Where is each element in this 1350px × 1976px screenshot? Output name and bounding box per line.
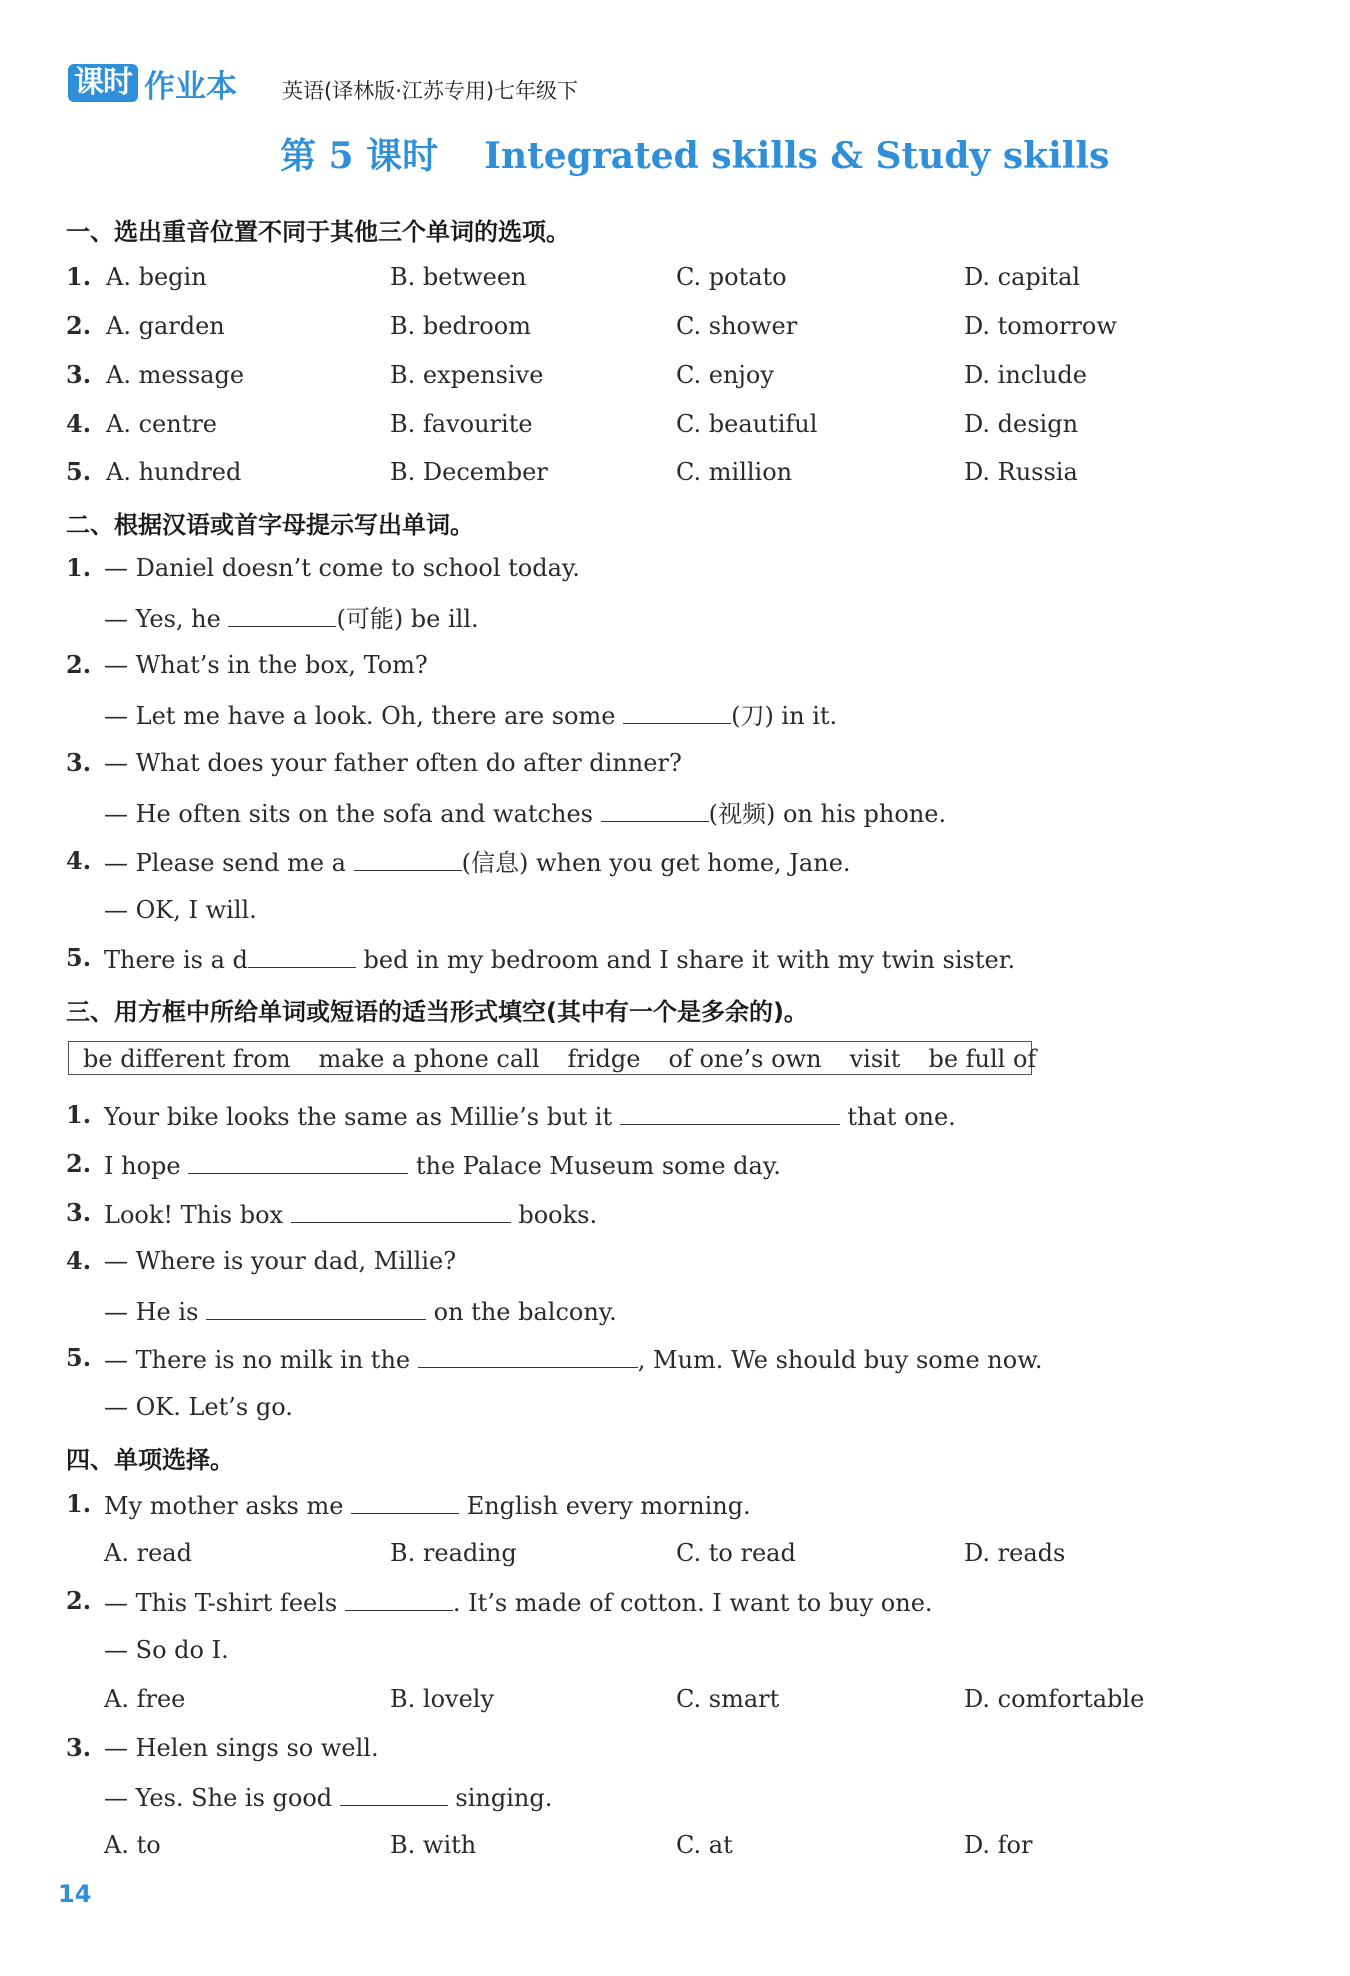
brand-logo: [68, 64, 237, 105]
option-a: A. begin: [106, 263, 207, 291]
option-d: D. for: [964, 1831, 1033, 1859]
answer-blank[interactable]: [351, 1489, 459, 1514]
question-number: 2.: [66, 1149, 92, 1178]
option-d: D. design: [964, 410, 1079, 438]
answer-blank[interactable]: [623, 699, 731, 724]
question-number: 3.: [66, 748, 92, 777]
question-number: 4.: [66, 1246, 92, 1275]
section-3-heading: 三、用方框中所给单词或短语的适当形式填空(其中有一个是多余的)。: [66, 998, 808, 1026]
option-b: B. favourite: [390, 410, 533, 438]
question-number: 4.: [66, 846, 92, 875]
question-number: 4.: [66, 409, 92, 438]
question-text: — Daniel doesn’t come to school today.: [104, 554, 580, 582]
option-b: B. December: [390, 458, 548, 486]
question-number: 3.: [66, 1198, 92, 1227]
answer-blank[interactable]: [354, 846, 462, 871]
option-b: B. bedroom: [390, 312, 531, 340]
option-c: C. shower: [676, 312, 798, 340]
option-c: C. at: [676, 1831, 733, 1859]
option-d: D. reads: [964, 1539, 1066, 1567]
answer-line: My mother asks me English every morning.: [104, 1489, 751, 1521]
question-text: — Helen sings so well.: [104, 1734, 379, 1762]
lesson-title: [280, 128, 1109, 179]
section-1-heading: 一、选出重音位置不同于其他三个单词的选项。: [66, 218, 570, 246]
option-b: B. with: [390, 1831, 477, 1859]
word-bank-item: be different from: [83, 1045, 291, 1073]
answer-blank[interactable]: [620, 1100, 840, 1125]
page-number: 14: [58, 1880, 92, 1908]
option-c: C. million: [676, 458, 793, 486]
option-b: B. between: [390, 263, 527, 291]
question-number: 1.: [66, 553, 92, 582]
question-number: 2.: [66, 650, 92, 679]
question-number: 1.: [66, 1100, 92, 1129]
option-a: A. read: [104, 1539, 192, 1567]
option-a: A. centre: [106, 410, 218, 438]
answer-line: — Let me have a look. Oh, there are some (刀) in it.: [104, 699, 837, 731]
lesson-number: 第 5 课时: [280, 135, 439, 177]
option-a: A. free: [104, 1685, 186, 1713]
question-text: — What does your father often do after dinner?: [104, 749, 682, 777]
answer-line: — He is on the balcony.: [104, 1295, 617, 1327]
subject-label: 英语(译林版·江苏专用)七年级下: [282, 79, 579, 103]
option-b: B. lovely: [390, 1685, 495, 1713]
answer-blank[interactable]: [228, 602, 336, 627]
word-bank-item: be full of: [928, 1045, 1037, 1073]
option-c: C. potato: [676, 263, 787, 291]
option-a: A. hundred: [106, 458, 242, 486]
answer-line: — There is no milk in the , Mum. We should buy some now.: [104, 1343, 1043, 1375]
section-2-heading: 二、根据汉语或首字母提示写出单词。: [66, 511, 474, 539]
question-text: — So do I.: [104, 1636, 229, 1664]
answer-line: Look! This box books.: [104, 1198, 597, 1230]
option-c: C. enjoy: [676, 361, 774, 389]
option-c: C. to read: [676, 1539, 796, 1567]
section-4-heading: 四、单项选择。: [66, 1446, 234, 1474]
question-number: 2.: [66, 311, 92, 340]
question-number: 1.: [66, 1489, 92, 1518]
option-a: A. to: [104, 1831, 161, 1859]
lesson-topic: Integrated skills & Study skills: [484, 135, 1110, 177]
option-a: A. message: [106, 361, 245, 389]
answer-line: — Yes, he (可能) be ill.: [104, 602, 479, 634]
option-c: C. beautiful: [676, 410, 818, 438]
question-number: 5.: [66, 1343, 92, 1372]
answer-line: — Please send me a (信息) when you get home, Jane.: [104, 846, 851, 878]
question-text: — What’s in the box, Tom?: [104, 651, 428, 679]
answer-blank[interactable]: [188, 1149, 408, 1174]
word-bank-item: of one’s own: [668, 1045, 822, 1073]
option-c: C. smart: [676, 1685, 780, 1713]
answer-blank[interactable]: [601, 797, 709, 822]
answer-line: — This T-shirt feels . It’s made of cotton. I want to buy one.: [104, 1586, 933, 1618]
question-number: 5.: [66, 943, 92, 972]
logo-mark: 课时: [68, 64, 138, 102]
answer-line: — Yes. She is good singing.: [104, 1781, 552, 1813]
option-b: B. reading: [390, 1539, 517, 1567]
option-b: B. expensive: [390, 361, 544, 389]
option-d: D. capital: [964, 263, 1081, 291]
question-number: 1.: [66, 262, 92, 291]
option-a: A. garden: [106, 312, 225, 340]
option-d: D. Russia: [964, 458, 1078, 486]
answer-line: — He often sits on the sofa and watches (视频) on his phone.: [104, 797, 946, 829]
answer-blank[interactable]: [291, 1198, 511, 1223]
word-bank-item: visit: [849, 1045, 901, 1073]
answer-blank[interactable]: [418, 1343, 638, 1368]
answer-blank[interactable]: [345, 1586, 453, 1611]
question-number: 3.: [66, 1733, 92, 1762]
word-bank: [68, 1041, 1037, 1075]
question-text: — Where is your dad, Millie?: [104, 1247, 457, 1275]
question-number: 2.: [66, 1586, 92, 1615]
word-bank-item: make a phone call: [318, 1045, 540, 1073]
question-text: — OK, I will.: [104, 896, 257, 924]
option-d: D. tomorrow: [964, 312, 1117, 340]
question-number: 3.: [66, 360, 92, 389]
brand-name: 作业本: [144, 68, 237, 105]
question-number: 5.: [66, 457, 92, 486]
option-d: D. include: [964, 361, 1087, 389]
answer-blank[interactable]: [248, 943, 356, 968]
answer-line: Your bike looks the same as Millie’s but it that one.: [104, 1100, 956, 1132]
question-text: — OK. Let’s go.: [104, 1393, 293, 1421]
answer-line: I hope the Palace Museum some day.: [104, 1149, 781, 1181]
answer-line: There is a d bed in my bedroom and I share it with my twin sister.: [104, 943, 1015, 975]
answer-blank[interactable]: [340, 1781, 448, 1806]
word-bank-item: fridge: [567, 1045, 641, 1073]
option-d: D. comfortable: [964, 1685, 1145, 1713]
answer-blank[interactable]: [206, 1295, 426, 1320]
